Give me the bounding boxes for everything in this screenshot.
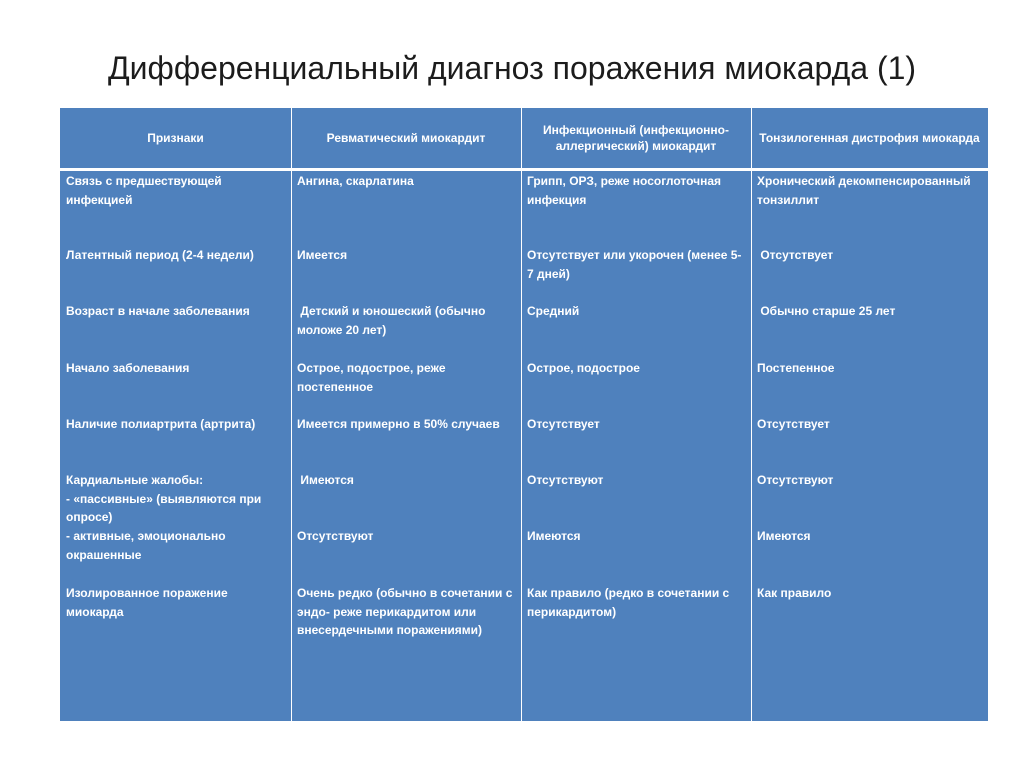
table-cell: Отсутствуют <box>527 473 604 487</box>
table-cell: Наличие полиартрита (артрита) <box>66 417 256 431</box>
table-cell: Связь с предшествующей инфекцией <box>66 174 226 207</box>
table-cell: Возраст в начале заболевания <box>66 304 250 318</box>
table-cell: Начало заболевания <box>66 361 190 375</box>
header-cell-infectious: Инфекционный (инфекционно-аллергический) миокардит <box>543 123 729 153</box>
table-cell: Очень редко (обычно в сочетании с эндо- реже перикардитом или внесердечными поражениями) <box>297 586 516 637</box>
table-cell: Ангина, скарлатина <box>297 174 414 188</box>
table-cell: Имеется <box>297 248 348 262</box>
slide-title: Дифференциальный диагноз поражения миокарда (1) <box>107 50 917 86</box>
header-cell-signs: Признаки <box>147 131 204 145</box>
table-cell: Кардиальные жалобы: - «пассивные» (выявляются при опросе) <box>66 473 262 524</box>
header-divider <box>60 168 988 171</box>
table-header-row <box>60 108 988 168</box>
table-cell: Имеется примерно в 50% случаев <box>297 417 500 431</box>
table-cell: - активные, эмоционально окрашенные <box>66 529 229 562</box>
table-cell: Отсутствует <box>757 248 834 262</box>
table-cell: Хронический декомпенсированный тонзиллит <box>757 174 974 207</box>
table-cell: Имеются <box>757 529 811 543</box>
header-cell-rheumatic: Ревматический миокардит <box>326 131 486 145</box>
table-cell: Имеются <box>527 529 581 543</box>
table-cell: Обычно старше 25 лет <box>757 304 896 318</box>
table-cell: Отсутствуют <box>297 529 374 543</box>
table-cell: Отсутствует <box>527 417 600 431</box>
table-cell: Острое, подострое, реже постепенное <box>297 361 449 394</box>
table-cell: Как правило <box>757 586 832 600</box>
table-cell: Отсутствуют <box>757 473 834 487</box>
table-cell: Отсутствует или укорочен (менее 5-7 дней) <box>527 248 742 281</box>
table-cell: Средний <box>527 304 580 318</box>
table-cell: Как правило (редко в сочетании с перикардитом) <box>527 586 733 619</box>
table-cell: Отсутствует <box>757 417 830 431</box>
table-cell: Изолированное поражение миокарда <box>66 586 231 619</box>
table-cell: Постепенное <box>757 361 835 375</box>
table-cell: Детский и юношеский (обычно моложе 20 лет) <box>297 304 489 337</box>
table-cell: Грипп, ОРЗ, реже носоглоточная инфекция <box>527 174 725 207</box>
table-cell: Латентный период (2-4 недели) <box>66 248 254 262</box>
table-cell: Острое, подострое <box>527 361 640 375</box>
comparison-table <box>60 108 988 721</box>
header-cell-tonsillogenic: Тонзилогенная дистрофия миокарда <box>759 131 980 145</box>
table-cell: Имеются <box>297 473 354 487</box>
